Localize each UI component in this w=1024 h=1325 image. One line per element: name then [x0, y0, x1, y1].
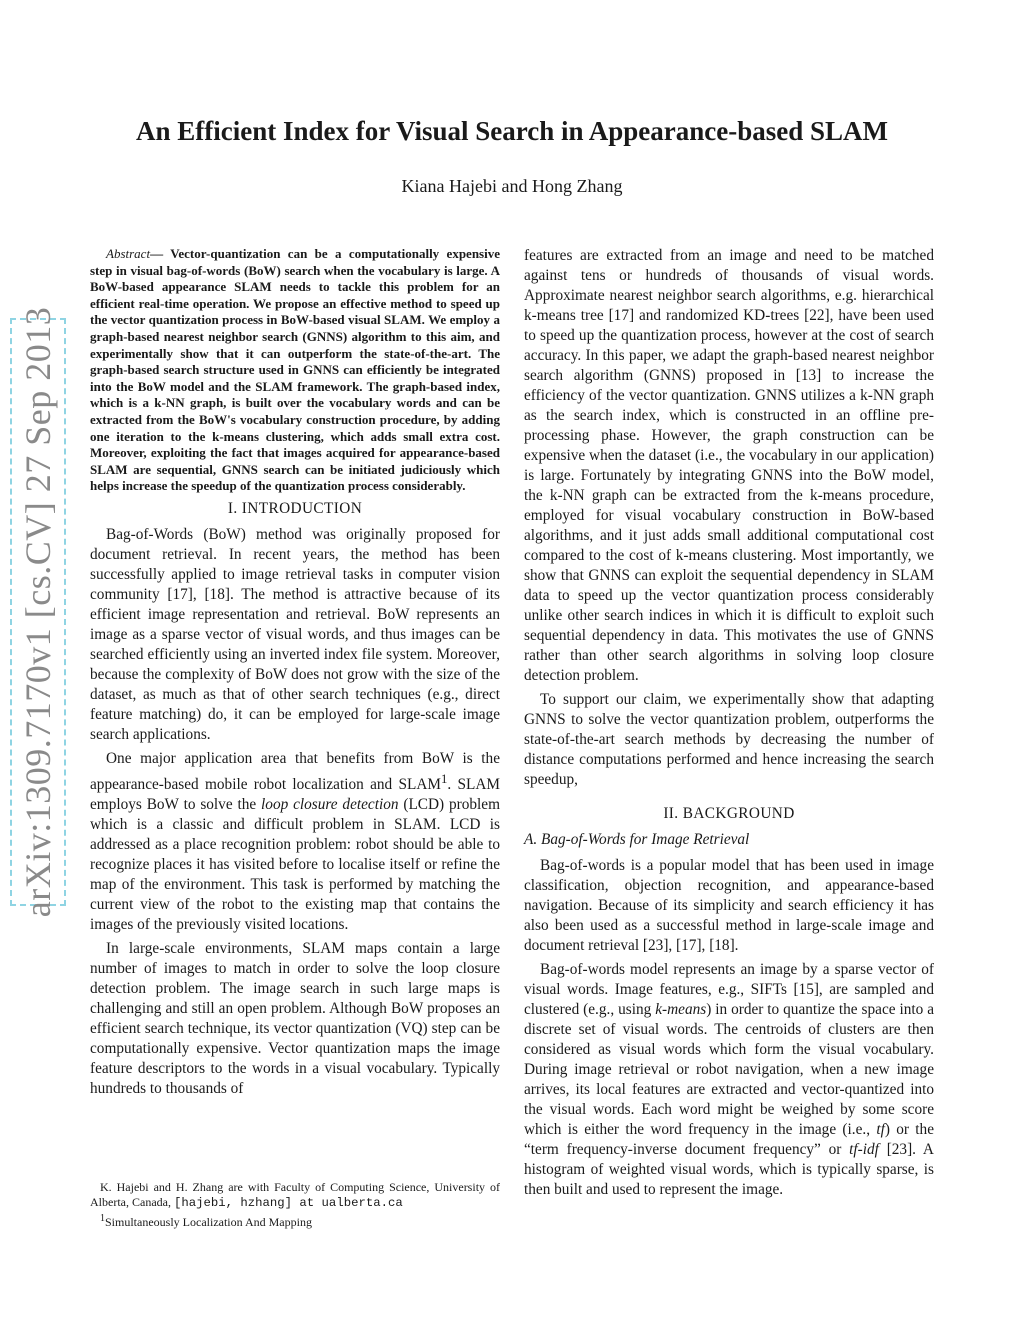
- footnote-1-text: Simultaneously Localization And Mapping: [105, 1215, 312, 1229]
- bg-p2-part-d: [23]. A histogram of weighted visual words, which is typically sparse, is then built and used to represent the image.: [524, 1141, 934, 1198]
- intro-p2-part-a: One major application area that benefits from BoW is the appearance-based mobile robot localization and SLAM: [90, 749, 500, 793]
- abstract: [90, 246, 500, 495]
- abstract-text: — Vector-quantization can be a computationally expensive step in visual bag-of-words (BoW) search when the vocabulary is large. A BoW-based appearance SLAM needs to tackle this problem for an efficient real-time operation. We propose an effective method to speed up the vector quantization process in BoW-based visual SLAM. We employ a graph-based nearest neighbor search (GNNS) algorithm to this aim, and experimentally show that it can outperform the state-of-the-art. The graph-based search structure used in GNNS can efficiently be integrated into the BoW model and the SLAM framework. The graph-based index, which is a k-NN graph, is built over the vocabulary words and can be extracted from the BoW's vocabulary construction procedure, by adding one iteration to the k-means clustering, which adds small extra cost. Moreover, exploiting the fact that images acquired for appearance-based SLAM are sequential, GNNS search can be initiated judiciously which helps increase the speedup of the quantization process considerably.: [90, 246, 500, 494]
- bg-p2-emphasis-tf: tf: [876, 1121, 885, 1138]
- paper-title: An Efficient Index for Visual Search in Appearance-based SLAM: [135, 116, 889, 146]
- paper-authors: Kiana Hajebi and Hong Zhang: [401, 176, 623, 196]
- bg-p2-part-a: Bag-of-words model represents an image by a sparse vector of visual words. Image features, e.g., SIFTs [15], are sampled and clustered (e.g., using: [524, 961, 934, 1018]
- arxiv-identifier: arXiv:1309.7170v1 [cs.CV] 27 Sep 2013: [18, 306, 58, 918]
- left-column: [90, 246, 500, 1103]
- bg-p2-emphasis-tfidf: tf-idf: [849, 1141, 879, 1158]
- right-paragraph-1: features are extracted from an image and need to be matched against tens or hundreds of thousands of visual words. Approximate nearest neighbor search algorithms, e.g. hierarchical k-means tree [17] and randomized KD-trees [22], have been used to speed up the quantization process, however at the cost of search accuracy. In this paper, we adapt the graph-based nearest neighbor search algorithm (GNNS) proposed in [13] to increase the efficiency of the vector quantization. GNNS utilizes a k-NN graph as the search index, which is constructed in an offline pre-processing phase. However, the graph construction can be expensive when the dataset (i.e., the vocabulary in our application) is large. Fortunately by integrating GNNS into the BoW model, the k-NN graph can be extracted from the k-means procedure, employed for visual vocabulary construction in BoW-based algorithms, and it just adds small additional computational cost compared to the cost of k-means clustering. Most importantly, we show that GNNS can exploit the sequential dependency in SLAM data to speed up the vector quantization process considerably unlike other search indices in which it is difficult to exploit such sequential dependency in data. This motivates the use of GNNS rather than other search algorithms in solving loop closure detection problem.: [524, 247, 934, 684]
- footnote-ref-1: 1: [440, 771, 448, 786]
- affiliation-footnote: [90, 1180, 500, 1211]
- bg-p2-part-c: ) or the “term frequency-inverse document frequency” or: [524, 1121, 934, 1158]
- right-column: [524, 246, 934, 1204]
- footnote-1: [90, 1211, 500, 1230]
- background-paragraph-2: [524, 960, 934, 1200]
- footnotes: [90, 1180, 500, 1230]
- bg-p2-part-b: ) in order to quantize the space into a discrete set of visual words. The centroids of clusters are then considered as visual words which form the visual vocabulary. During image retrieval or robot navigation, when a new image arrives, its local features are extracted and vector-quantized into the visual words. Each word might be weighed by some score which is either the word frequency in the image (i.e.,: [524, 1001, 934, 1138]
- author-emails: [hajebi, hzhang] at ualberta.ca: [173, 1196, 403, 1210]
- introduction-heading: I. INTRODUCTION: [227, 499, 363, 517]
- background-subheading: A. Bag-of-Words for Image Retrieval: [524, 831, 750, 848]
- right-paragraph-2: To support our claim, we experimentally show that adapting GNNS to solve the vector quantization problem, outperforms the state-of-the-art search methods by decreasing the number of distance computations performed and hence increasing the search speedup,: [524, 691, 934, 788]
- arxiv-stamp: [10, 306, 66, 918]
- bg-p2-emphasis-kmeans: k-means: [655, 1001, 707, 1018]
- background-heading: II. BACKGROUND: [663, 805, 795, 822]
- affiliation-text: K. Hajebi and H. Zhang are with Faculty of Computing Science, University of Alberta, Canada,: [90, 1180, 500, 1209]
- intro-paragraph-1: Bag-of-Words (BoW) method was originally proposed for document retrieval. In recent years, the method has been successfully applied to image retrieval tasks in computer vision community [17], [18]. The method is attractive because of its efficient image representation and retrieval. BoW represents an image as a sparse vector of visual words, and thus images can be searched efficiently using an inverted index file system. Moreover, because the complexity of BoW does not grow with the size of the dataset, as much as that of other search techniques (e.g., direct feature matching) do, it can be employed for large-scale image search applications.: [90, 525, 500, 743]
- intro-p2-part-c: (LCD) problem which is a classic and difficult problem in SLAM. LCD is addressed as a place recognition problem: robot should be able to recognize places it has visited before to localise itself or refine the map of the environment. This task is performed by matching the current view of the robot to the existing map that contains the images of the previously visited locations.: [90, 796, 500, 933]
- intro-p2-part-b: . SLAM employs BoW to solve the: [90, 776, 500, 813]
- background-paragraph-1: Bag-of-words is a popular model that has been used in image classification, objection recognition, and appearance-based navigation. Because of its simplicity and search efficiency it has also been used as a successful method in large-scale image and document retrieval [23], [17], [18].: [524, 857, 934, 954]
- abstract-label: Abstract: [106, 246, 151, 261]
- intro-paragraph-3: In large-scale environments, SLAM maps contain a large number of images to match in order to solve the loop closure detection problem. The image search in such large maps is challenging and still an open problem. Although BoW proposes an efficient search technique, its vector quantization (VQ) step can be computationally expensive. Vector quantization maps the image feature descriptors to the words in a visual vocabulary. Typically hundreds to thousands of: [90, 940, 500, 1097]
- intro-p2-emphasis: loop closure detection: [261, 796, 399, 813]
- footnote-1-mark: 1: [100, 1213, 105, 1224]
- intro-paragraph-2: [90, 749, 500, 935]
